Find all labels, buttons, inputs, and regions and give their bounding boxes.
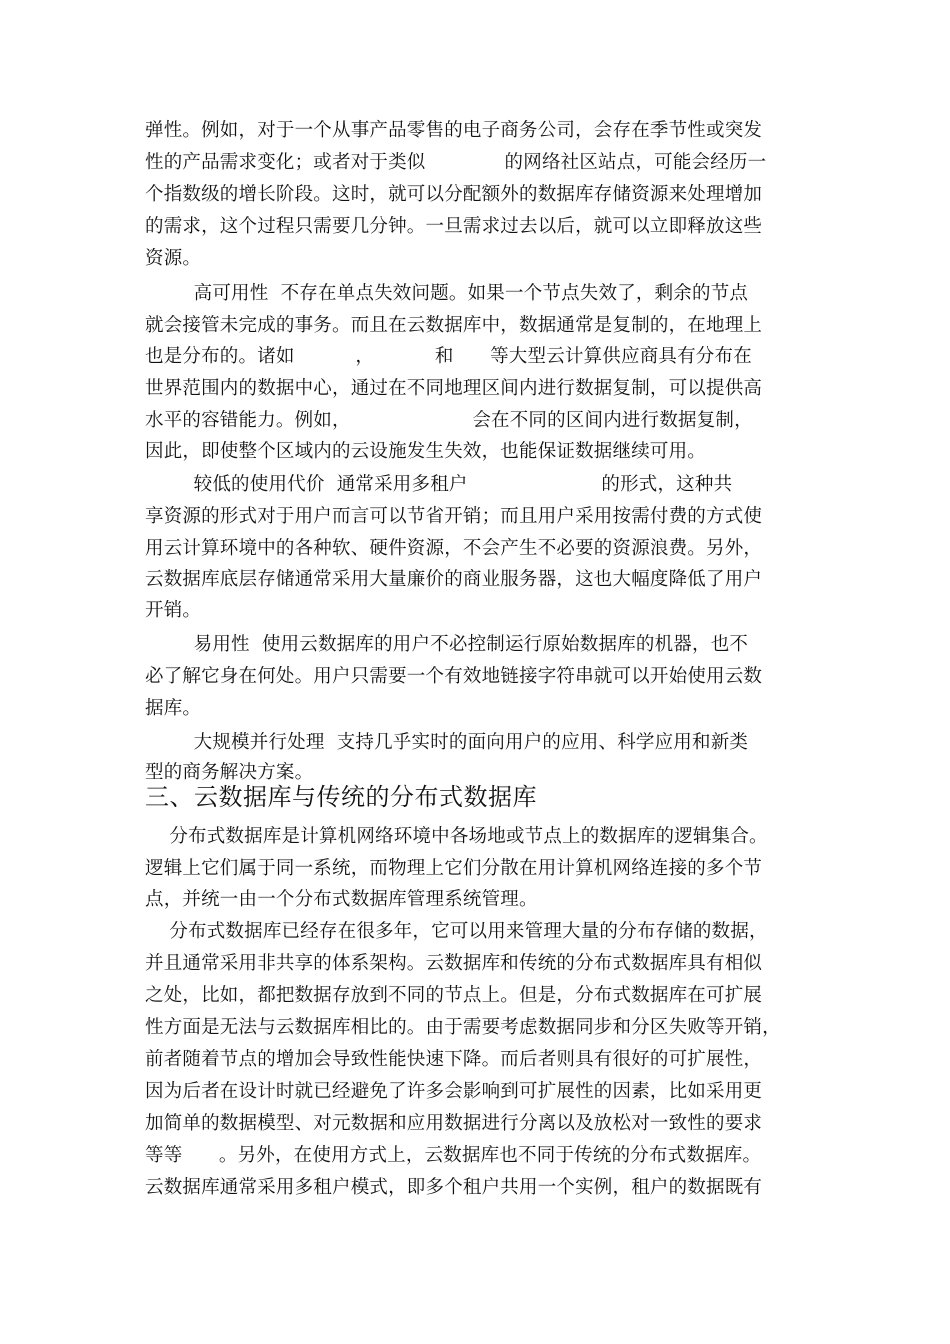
text-line: 较低的使用代价 通常采用多租户 的形式，这种共 (145, 474, 733, 495)
text-line: 用云计算环境中的各种软、硬件资源，不会产生不必要的资源浪费。另外， (145, 538, 763, 559)
text-line: 个指数级的增长阶段。这时，就可以分配额外的数据库存储资源来处理增加 (145, 184, 763, 205)
text-line: 享资源的形式对于用户而言可以节省开销；而且用户采用按需付费的方式使 (145, 506, 763, 527)
text-line: 弹性。例如，对于一个从事产品零售的电子商务公司，会存在季节性或突发 (145, 120, 763, 141)
text-line: 前者随着节点的增加会导致性能快速下降。而后者则具有很好的可扩展性， (145, 1049, 763, 1070)
text-line: 型的商务解决方案。 (145, 762, 314, 783)
section-heading: 三、云数据库与传统的分布式数据库 (145, 783, 537, 811)
text-line: 等等 。另外，在使用方式上，云数据库也不同于传统的分布式数据库。 (145, 1145, 762, 1166)
text-line: 的需求，这个过程只需要几分钟。一旦需求过去以后，就可以立即释放这些 (145, 216, 763, 237)
text-line: 分布式数据库已经存在很多年，它可以用来管理大量的分布存储的数据， (145, 921, 768, 942)
text-line: 水平的容错能力。例如， 会在不同的区间内进行数据复制， (145, 410, 753, 431)
text-line: 开销。 (145, 600, 202, 621)
text-line: 分布式数据库是计算机网络环境中各场地或节点上的数据库的逻辑集合。 (145, 826, 768, 847)
text-line: 就会接管未完成的事务。而且在云数据库中，数据通常是复制的，在地理上 (145, 315, 763, 336)
text-line: 云数据库底层存储通常采用大量廉价的商业服务器，这也大幅度降低了用户 (145, 569, 763, 590)
text-line: 点，并统一由一个分布式数据库管理系统管理。 (145, 889, 538, 910)
text-line: 因此，即使整个区域内的云设施发生失效，也能保证数据继续可用。 (145, 441, 707, 462)
text-line: 高可用性 不存在单点失效问题。如果一个节点失效了，剩余的节点 (145, 283, 749, 304)
text-line: 云数据库通常采用多租户模式，即多个租户共用一个实例，租户的数据既有 (145, 1177, 763, 1198)
text-line: 逻辑上它们属于同一系统，而物理上它们分散在用计算机网络连接的多个节 (145, 858, 763, 879)
text-line: 性的产品需求变化；或者对于类似 的网络社区站点，可能会经历一 (145, 152, 767, 173)
text-line: 也是分布的。诸如 ， 和 等大型云计算供应商具有分布在 (145, 346, 752, 367)
text-line: 性方面是无法与云数据库相比的。由于需要考虑数据同步和分区失败等开销， (145, 1017, 781, 1038)
text-line: 因为后者在设计时就已经避免了许多会影响到可扩展性的因素，比如采用更 (145, 1081, 763, 1102)
text-line: 必了解它身在何处。用户只需要一个有效地链接字符串就可以开始使用云数 (145, 666, 763, 687)
text-line: 世界范围内的数据中心，通过在不同地理区间内进行数据复制，可以提供高 (145, 378, 763, 399)
text-line: 之处，比如，都把数据存放到不同的节点上。但是，分布式数据库在可扩展 (145, 985, 763, 1006)
text-line: 加简单的数据模型、对元数据和应用数据进行分离以及放松对一致性的要求 (145, 1113, 763, 1134)
text-line: 大规模并行处理 支持几乎实时的面向用户的应用、科学应用和新类 (145, 732, 749, 753)
text-line: 资源。 (145, 248, 202, 269)
text-line: 易用性 使用云数据库的用户不必控制运行原始数据库的机器，也不 (145, 634, 749, 655)
text-line: 据库。 (145, 698, 202, 719)
text-line: 并且通常采用非共享的体系架构。云数据库和传统的分布式数据库具有相似 (145, 953, 763, 974)
